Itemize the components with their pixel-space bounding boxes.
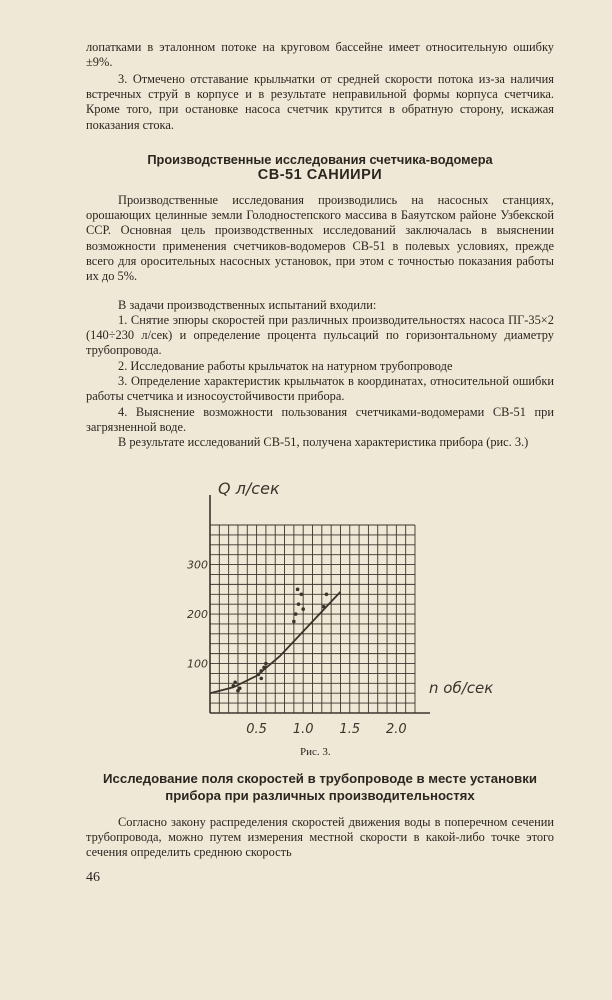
x-tick-label: 2.0 [386, 722, 407, 737]
data-point [262, 666, 266, 670]
chart-grid [210, 525, 415, 713]
figure-caption: Рис. 3. [300, 746, 331, 758]
data-point [259, 677, 263, 681]
paragraph-3: Производственные исследования производились на насосных станциях, орошающих целинные земли Голодностепского массива в Баяутском районе Узбекской ССР. Основная цель производственных исследований заключалась в выяснении возможности применения счетчиков-водомеров СВ-51 в полевых условиях, прежде всего для оросительных насосных установок, при этом с точностью показания работы их до 5%. [86, 193, 554, 284]
x-axis-label: n об/сек [429, 679, 494, 697]
page-number: 46 [86, 870, 100, 885]
data-point [292, 620, 296, 624]
data-point [231, 684, 235, 688]
paragraph-6: 2. Исследование работы крыльчаток на натурном трубопроводе [118, 359, 453, 373]
data-point [264, 662, 268, 666]
data-point [257, 673, 261, 677]
figure-3-chart [180, 470, 510, 740]
x-tick-label: 1.0 [292, 722, 314, 737]
y-tick-label: 200 [187, 608, 208, 622]
data-point [301, 607, 305, 611]
paragraph-8: 4. Выяснение возможности пользования счетчиками-водомерами СВ-51 при загрязненной воде. [86, 405, 554, 435]
data-point [259, 669, 263, 673]
data-point [325, 592, 329, 596]
y-tick-label: 100 [187, 657, 208, 671]
section-heading-2-line2: прибора при различных производительностях [165, 788, 475, 803]
data-point [300, 592, 304, 596]
data-point [296, 588, 300, 592]
data-point [297, 602, 301, 606]
section-heading-2-line1: Исследование поля скоростей в трубопроводе в месте установки [103, 771, 537, 786]
paragraph-7: 3. Определение характеристик крыльчаток в координатах, относительной ошибки работы счетчика и износоустойчивости прибора. [86, 374, 554, 404]
section-heading-1-line1: Производственные исследования счетчика-водомера [147, 152, 493, 167]
paragraph-2: 3. Отмечено отставание крыльчатки от средней скорости потока из-за наличия встречных струй в корпусе и в результате неправильной формы корпуса счетчика. Кроме того, при остановке насоса счетчик крутится в обратную сторону, искажая показания стока. [86, 72, 554, 132]
paragraph-5: 1. Снятие эпюры скоростей при различных производительностях насоса ПГ-35×2 (140÷230 л/сек) и определение процента пульсаций по горизонтальному диаметру трубопровода. [86, 313, 554, 358]
data-point [294, 612, 298, 616]
y-axis-label: Q л/сек [218, 479, 280, 498]
paragraph-10: Согласно закону распределения скоростей движения воды в поперечном сечении трубопровода, можно путем измерения местной скорости в какой-либо точке этого сечения определить среднюю скорость [86, 815, 554, 860]
paragraph-9: В результате исследований СВ-51, получена характеристика прибора (рис. 3.) [118, 435, 529, 449]
section-heading-1-line2: СВ-51 САНИИРИ [257, 167, 383, 183]
data-point [322, 605, 326, 609]
data-point [233, 681, 237, 685]
x-tick-label: 0.5 [246, 722, 267, 737]
y-tick-label: 300 [187, 558, 208, 572]
paragraph-4: В задачи производственных испытаний входили: [118, 298, 377, 312]
x-tick-label: 1.5 [339, 722, 361, 737]
data-point [238, 686, 242, 690]
chart-points [231, 588, 328, 693]
paragraph-1: лопатками в эталонном потоке на круговом бассейне имеет относительную ошибку ±9%. [86, 40, 554, 70]
